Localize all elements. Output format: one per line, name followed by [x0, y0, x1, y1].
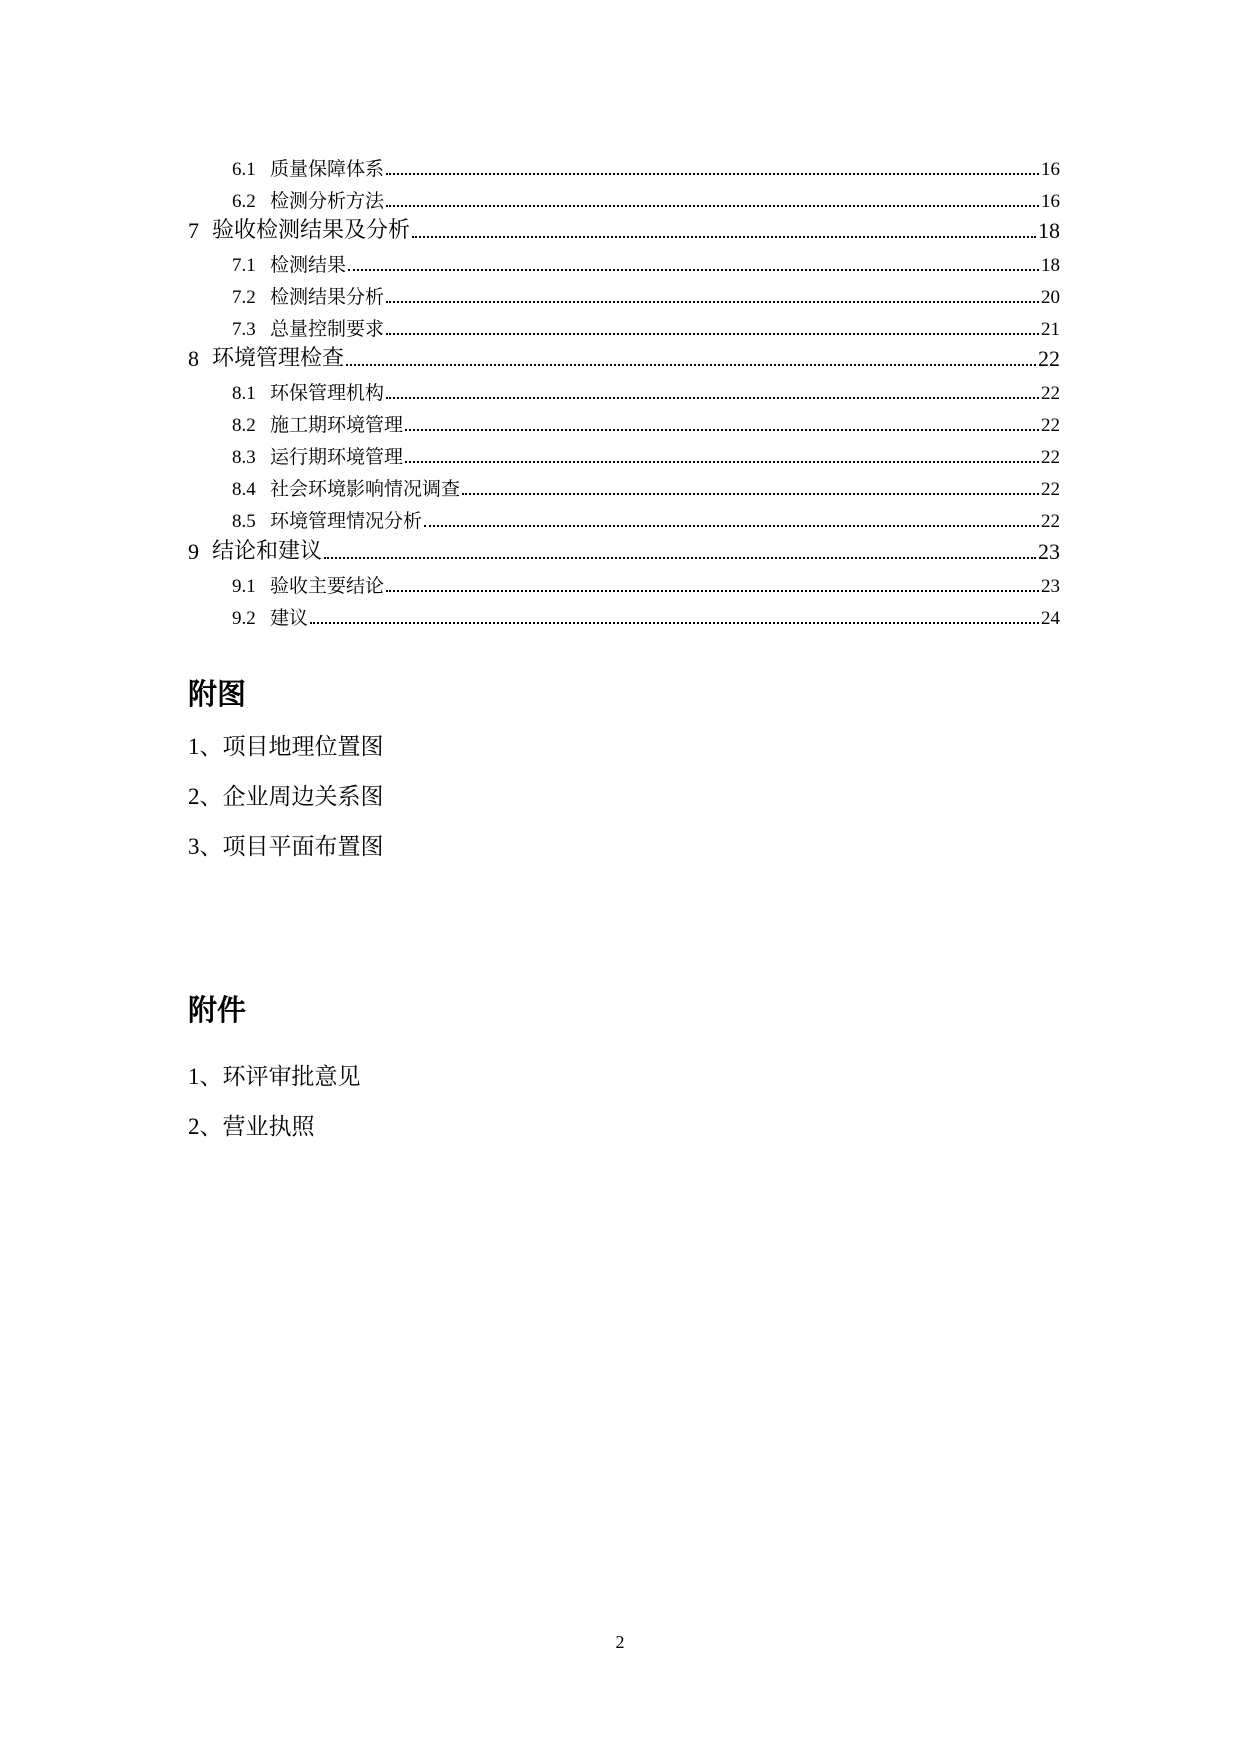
toc-entry-title: 环境管理情况分析 [270, 511, 423, 532]
toc-entry-title: 环境管理检查 [212, 345, 345, 370]
toc-entry-title: 总量控制要求 [270, 319, 385, 340]
page-number: 2 [615, 1632, 625, 1652]
toc-entry-page: 22 [1041, 447, 1060, 468]
attachment-item-2: 2、营业执照 [188, 1114, 315, 1139]
toc-entry-number: 6.2 [232, 191, 256, 212]
toc-entry-title: 检测结果分析 [270, 287, 385, 308]
toc-dot-leader [346, 364, 1036, 366]
toc-entry-number: 6.1 [232, 159, 256, 180]
toc-dot-leader [386, 173, 1039, 175]
toc-entry-number: 7.1 [232, 255, 256, 276]
toc-entry-8-1 [232, 377, 1060, 405]
toc-entry-number: 9.2 [232, 608, 256, 629]
toc-entry-number: 8 [188, 346, 199, 371]
attachment-item-1: 1、环评审批意见 [188, 1064, 361, 1089]
toc-entry-page: 22 [1041, 415, 1060, 436]
toc-dot-leader [386, 590, 1039, 592]
toc-entry-title: 检测分析方法 [270, 191, 385, 212]
toc-entry-8-4 [232, 473, 1060, 501]
figure-item-3: 3、项目平面布置图 [188, 834, 384, 859]
toc-entry-number: 7.3 [232, 319, 256, 340]
toc-entry-number: 8.3 [232, 447, 256, 468]
figure-item-2: 2、企业周边关系图 [188, 784, 384, 809]
toc-entry-page: 22 [1041, 383, 1060, 404]
toc-entry-title: 验收主要结论 [270, 576, 385, 597]
toc-entry-number: 8.4 [232, 479, 256, 500]
toc-entry-6-2 [232, 185, 1060, 213]
toc-dot-leader [405, 461, 1039, 463]
toc-entry-title: 质量保障体系 [270, 159, 385, 180]
toc-entry-title: 验收检测结果及分析 [212, 217, 411, 242]
toc-entry-page: 18 [1038, 218, 1060, 243]
toc-entry-7-2 [232, 281, 1060, 309]
toc-entry-number: 9 [188, 539, 199, 564]
toc-entry-title: 环保管理机构 [270, 383, 385, 404]
toc-dot-leader [386, 397, 1039, 399]
toc-entry-number: 7.2 [232, 287, 256, 308]
toc-entry-number: 8.1 [232, 383, 256, 404]
toc-entry-7-1 [232, 249, 1060, 277]
toc-entry-9-1 [232, 570, 1060, 598]
toc-entry-page: 22 [1041, 479, 1060, 500]
toc-entry-page: 22 [1038, 346, 1060, 371]
toc-entry-7-3 [232, 313, 1060, 341]
toc-entry-page: 24 [1041, 608, 1060, 629]
toc-dot-leader [462, 493, 1039, 495]
figures-heading: 附图 [188, 677, 247, 711]
toc-entry-title: 运行期环境管理 [270, 447, 404, 468]
toc-entry-page: 23 [1038, 539, 1060, 564]
toc-dot-leader [310, 622, 1039, 624]
toc-entry-9 [188, 537, 1060, 565]
toc-entry-number: 8.2 [232, 415, 256, 436]
figure-item-1: 1、项目地理位置图 [188, 734, 384, 759]
toc-entry-page: 20 [1041, 287, 1060, 308]
toc-dot-leader [386, 205, 1039, 207]
attachments-heading: 附件 [188, 993, 247, 1027]
toc-entry-8-3 [232, 441, 1060, 469]
toc-entry-title: 检测结果 [270, 255, 347, 276]
toc-entry-8 [188, 344, 1060, 372]
toc-entry-page: 16 [1041, 159, 1060, 180]
toc-dot-leader [386, 301, 1039, 303]
toc-entry-8-5 [232, 505, 1060, 533]
toc-entry-number: 7 [188, 218, 199, 243]
toc-entry-page: 16 [1041, 191, 1060, 212]
toc-dot-leader [405, 429, 1039, 431]
toc-entry-title: 建议 [270, 608, 309, 629]
toc-dot-leader [348, 269, 1039, 271]
toc-entry-title: 社会环境影响情况调查 [270, 479, 461, 500]
toc-entry-number: 8.5 [232, 511, 256, 532]
toc-entry-8-2 [232, 409, 1060, 437]
toc-entry-page: 21 [1041, 319, 1060, 340]
toc-entry-page: 22 [1041, 511, 1060, 532]
toc-entry-title: 施工期环境管理 [270, 415, 404, 436]
toc-dot-leader [424, 525, 1039, 527]
toc-entry-number: 9.1 [232, 576, 256, 597]
toc-entry-page: 18 [1041, 255, 1060, 276]
toc-dot-leader [386, 333, 1039, 335]
toc-entry-page: 23 [1041, 576, 1060, 597]
toc-dot-leader [324, 557, 1036, 559]
toc-entry-title: 结论和建议 [212, 538, 323, 563]
toc-entry-6-1 [232, 153, 1060, 181]
toc-entry-9-2 [232, 602, 1060, 630]
toc-entry-7 [188, 216, 1060, 244]
toc-dot-leader [412, 236, 1036, 238]
